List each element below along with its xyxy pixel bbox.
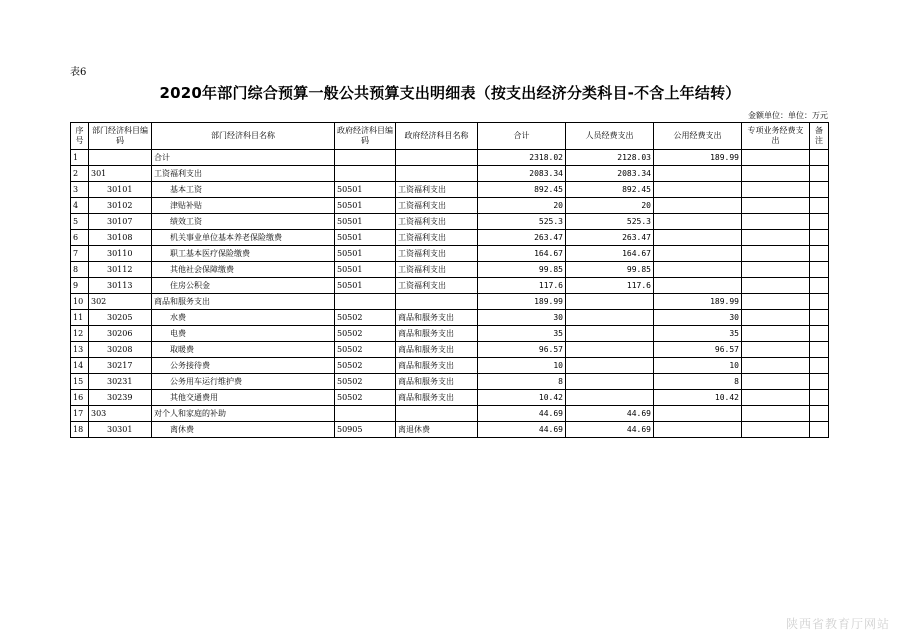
cell-public [654, 198, 742, 214]
cell-remark [810, 294, 829, 310]
cell-total: 10.42 [478, 390, 566, 406]
header-special: 专项业务经费支出 [742, 123, 810, 150]
cell-personnel: 525.3 [566, 214, 654, 230]
cell-gcode: 50501 [335, 278, 396, 294]
cell-special [742, 326, 810, 342]
cell-code: 302 [89, 294, 152, 310]
page-title: 2020年部门综合预算一般公共预算支出明细表（按支出经济分类科目-不含上年结转） [159, 84, 741, 102]
cell-public: 189.99 [654, 150, 742, 166]
cell-total: 96.57 [478, 342, 566, 358]
cell-code: 30231 [89, 374, 152, 390]
cell-code: 30208 [89, 342, 152, 358]
cell-remark [810, 390, 829, 406]
cell-name: 合计 [152, 150, 335, 166]
cell-gcode: 50502 [335, 374, 396, 390]
cell-gname [396, 406, 478, 422]
cell-total: 44.69 [478, 422, 566, 438]
cell-name: 工资福利支出 [152, 166, 335, 182]
cell-gcode: 50501 [335, 246, 396, 262]
header-remark: 备注 [810, 123, 829, 150]
cell-total: 2318.02 [478, 150, 566, 166]
cell-personnel [566, 358, 654, 374]
expenditure-table [70, 122, 829, 438]
cell-gcode [335, 166, 396, 182]
table-header-row [71, 123, 829, 150]
cell-special [742, 422, 810, 438]
header-dept-code: 部门经济科目编码 [89, 123, 152, 150]
header-public: 公用经费支出 [654, 123, 742, 150]
table-row [71, 326, 829, 342]
cell-gcode: 50502 [335, 390, 396, 406]
cell-seq: 7 [71, 246, 89, 262]
cell-seq: 8 [71, 262, 89, 278]
cell-total: 10 [478, 358, 566, 374]
cell-name: 公务接待费 [152, 358, 335, 374]
cell-gcode: 50502 [335, 310, 396, 326]
table-row [71, 166, 829, 182]
cell-public: 189.99 [654, 294, 742, 310]
cell-gcode: 50501 [335, 198, 396, 214]
cell-gcode [335, 150, 396, 166]
header-total: 合计 [478, 123, 566, 150]
cell-seq: 16 [71, 390, 89, 406]
table-label: 表6 [70, 67, 87, 78]
cell-personnel: 164.67 [566, 246, 654, 262]
table-row [71, 230, 829, 246]
cell-gname [396, 150, 478, 166]
cell-remark [810, 342, 829, 358]
cell-remark [810, 326, 829, 342]
cell-gcode: 50501 [335, 262, 396, 278]
cell-public: 30 [654, 310, 742, 326]
cell-gcode: 50502 [335, 358, 396, 374]
table-row [71, 150, 829, 166]
cell-gname [396, 166, 478, 182]
header-seq: 序号 [71, 123, 89, 150]
cell-name: 其他交通费用 [152, 390, 335, 406]
cell-public: 8 [654, 374, 742, 390]
cell-personnel [566, 294, 654, 310]
cell-name: 对个人和家庭的补助 [152, 406, 335, 422]
cell-public [654, 182, 742, 198]
cell-personnel [566, 342, 654, 358]
cell-gname: 商品和服务支出 [396, 326, 478, 342]
cell-total: 8 [478, 374, 566, 390]
cell-public [654, 422, 742, 438]
cell-gname: 工资福利支出 [396, 246, 478, 262]
cell-remark [810, 262, 829, 278]
cell-name: 离休费 [152, 422, 335, 438]
header-gov-code: 政府经济科目编码 [335, 123, 396, 150]
cell-seq: 11 [71, 310, 89, 326]
cell-name: 电费 [152, 326, 335, 342]
cell-name: 绩效工资 [152, 214, 335, 230]
table-row [71, 278, 829, 294]
cell-public: 10 [654, 358, 742, 374]
cell-gname: 商品和服务支出 [396, 342, 478, 358]
cell-special [742, 390, 810, 406]
cell-total: 189.99 [478, 294, 566, 310]
cell-name: 其他社会保障缴费 [152, 262, 335, 278]
cell-remark [810, 310, 829, 326]
cell-public [654, 214, 742, 230]
cell-code: 30239 [89, 390, 152, 406]
cell-gcode: 50501 [335, 214, 396, 230]
cell-code: 30217 [89, 358, 152, 374]
cell-remark [810, 422, 829, 438]
cell-code [89, 150, 152, 166]
cell-special [742, 358, 810, 374]
cell-gcode: 50502 [335, 326, 396, 342]
cell-remark [810, 358, 829, 374]
table-row [71, 294, 829, 310]
header-gov-name: 政府经济科目名称 [396, 123, 478, 150]
cell-total: 117.6 [478, 278, 566, 294]
cell-code: 30113 [89, 278, 152, 294]
cell-public [654, 262, 742, 278]
cell-total: 892.45 [478, 182, 566, 198]
cell-gname: 工资福利支出 [396, 214, 478, 230]
table-row [71, 182, 829, 198]
cell-name: 机关事业单位基本养老保险缴费 [152, 230, 335, 246]
cell-remark [810, 166, 829, 182]
cell-code: 30301 [89, 422, 152, 438]
cell-special [742, 310, 810, 326]
cell-name: 住房公积金 [152, 278, 335, 294]
cell-remark [810, 198, 829, 214]
cell-remark [810, 230, 829, 246]
cell-gname: 工资福利支出 [396, 278, 478, 294]
cell-special [742, 246, 810, 262]
cell-personnel: 2083.34 [566, 166, 654, 182]
cell-name: 取暖费 [152, 342, 335, 358]
cell-code: 303 [89, 406, 152, 422]
table-row [71, 262, 829, 278]
cell-code: 30108 [89, 230, 152, 246]
cell-seq: 5 [71, 214, 89, 230]
cell-public [654, 166, 742, 182]
cell-gname: 工资福利支出 [396, 230, 478, 246]
cell-seq: 9 [71, 278, 89, 294]
cell-code: 30107 [89, 214, 152, 230]
cell-personnel: 117.6 [566, 278, 654, 294]
cell-seq: 6 [71, 230, 89, 246]
cell-special [742, 182, 810, 198]
cell-gname: 离退休费 [396, 422, 478, 438]
cell-personnel: 44.69 [566, 422, 654, 438]
cell-special [742, 150, 810, 166]
cell-special [742, 374, 810, 390]
cell-public: 10.42 [654, 390, 742, 406]
cell-special [742, 262, 810, 278]
cell-code: 301 [89, 166, 152, 182]
cell-name: 公务用车运行维护费 [152, 374, 335, 390]
cell-seq: 2 [71, 166, 89, 182]
cell-code: 30112 [89, 262, 152, 278]
cell-gname: 商品和服务支出 [396, 374, 478, 390]
cell-name: 水费 [152, 310, 335, 326]
cell-total: 2083.34 [478, 166, 566, 182]
cell-gname: 工资福利支出 [396, 262, 478, 278]
cell-total: 44.69 [478, 406, 566, 422]
cell-remark [810, 214, 829, 230]
header-personnel: 人员经费支出 [566, 123, 654, 150]
cell-total: 35 [478, 326, 566, 342]
cell-special [742, 342, 810, 358]
cell-public: 96.57 [654, 342, 742, 358]
cell-gname: 工资福利支出 [396, 198, 478, 214]
cell-seq: 17 [71, 406, 89, 422]
table-row [71, 358, 829, 374]
unit-label: 金额单位：单位：万元 [748, 111, 828, 120]
table-row [71, 246, 829, 262]
cell-total: 525.3 [478, 214, 566, 230]
table-row [71, 390, 829, 406]
cell-special [742, 166, 810, 182]
cell-seq: 13 [71, 342, 89, 358]
cell-total: 99.85 [478, 262, 566, 278]
cell-gname: 商品和服务支出 [396, 358, 478, 374]
cell-personnel: 99.85 [566, 262, 654, 278]
cell-special [742, 278, 810, 294]
cell-remark [810, 374, 829, 390]
cell-public [654, 230, 742, 246]
cell-seq: 18 [71, 422, 89, 438]
cell-public [654, 246, 742, 262]
cell-special [742, 294, 810, 310]
cell-name: 职工基本医疗保险缴费 [152, 246, 335, 262]
cell-code: 30205 [89, 310, 152, 326]
cell-total: 263.47 [478, 230, 566, 246]
cell-gname: 商品和服务支出 [396, 310, 478, 326]
cell-personnel: 20 [566, 198, 654, 214]
cell-remark [810, 406, 829, 422]
cell-total: 164.67 [478, 246, 566, 262]
cell-seq: 3 [71, 182, 89, 198]
cell-gcode [335, 294, 396, 310]
cell-gcode: 50501 [335, 230, 396, 246]
cell-personnel: 44.69 [566, 406, 654, 422]
cell-personnel: 2128.03 [566, 150, 654, 166]
table-row [71, 422, 829, 438]
cell-personnel [566, 374, 654, 390]
cell-gcode: 50905 [335, 422, 396, 438]
watermark: 陕西省教育厅网站 [785, 617, 890, 631]
cell-personnel [566, 390, 654, 406]
cell-remark [810, 278, 829, 294]
cell-seq: 15 [71, 374, 89, 390]
cell-name: 商品和服务支出 [152, 294, 335, 310]
cell-code: 30110 [89, 246, 152, 262]
cell-gname: 商品和服务支出 [396, 390, 478, 406]
cell-total: 30 [478, 310, 566, 326]
cell-special [742, 214, 810, 230]
cell-remark [810, 246, 829, 262]
cell-remark [810, 182, 829, 198]
table-row [71, 342, 829, 358]
cell-name: 基本工资 [152, 182, 335, 198]
cell-personnel: 892.45 [566, 182, 654, 198]
cell-seq: 14 [71, 358, 89, 374]
cell-gname [396, 294, 478, 310]
table-row [71, 374, 829, 390]
table-row [71, 310, 829, 326]
cell-personnel [566, 310, 654, 326]
cell-code: 30206 [89, 326, 152, 342]
cell-total: 20 [478, 198, 566, 214]
cell-special [742, 198, 810, 214]
cell-personnel: 263.47 [566, 230, 654, 246]
cell-gcode: 50502 [335, 342, 396, 358]
cell-seq: 10 [71, 294, 89, 310]
cell-gname: 工资福利支出 [396, 182, 478, 198]
cell-special [742, 406, 810, 422]
cell-public [654, 406, 742, 422]
header-dept-name: 部门经济科目名称 [152, 123, 335, 150]
table-row [71, 198, 829, 214]
cell-name: 津贴补贴 [152, 198, 335, 214]
cell-seq: 4 [71, 198, 89, 214]
cell-special [742, 230, 810, 246]
cell-public: 35 [654, 326, 742, 342]
cell-personnel [566, 326, 654, 342]
table-row [71, 214, 829, 230]
cell-gcode: 50501 [335, 182, 396, 198]
cell-seq: 1 [71, 150, 89, 166]
cell-remark [810, 150, 829, 166]
cell-gcode [335, 406, 396, 422]
table-row [71, 406, 829, 422]
cell-seq: 12 [71, 326, 89, 342]
cell-code: 30102 [89, 198, 152, 214]
cell-public [654, 278, 742, 294]
cell-code: 30101 [89, 182, 152, 198]
